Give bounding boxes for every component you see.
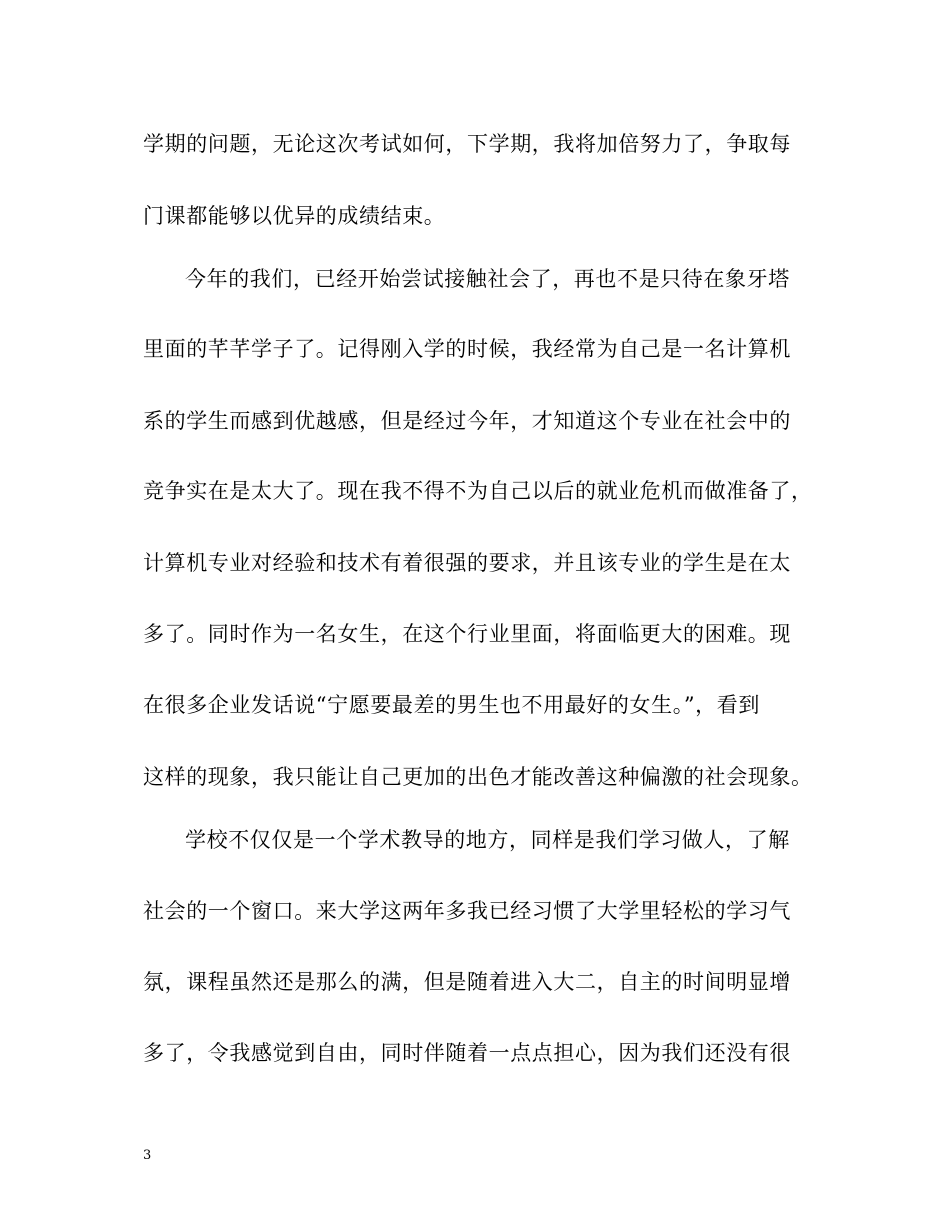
text-line: 学期的问题，无论这次考试如何，下学期，我将加倍努力了，争取每 (143, 132, 791, 156)
text-line: 里面的芊芊学子了。记得刚入学的时候，我经常为自己是一名计算机 (143, 337, 791, 361)
text-line: 计算机专业对经验和技术有着很强的要求，并且该专业的学生是在太 (143, 551, 791, 575)
page-number: 3 (143, 1148, 152, 1163)
text-line: 这样的现象，我只能让自己更加的出色才能改善这种偏激的社会现象。 (143, 765, 813, 789)
text-line: 多了，令我感觉到自由，同时伴随着一点点担心，因为我们还没有很 (143, 1041, 791, 1065)
paragraph-start-line: 今年的我们，已经开始尝试接触社会了，再也不是只待在象牙塔 (185, 267, 790, 291)
paragraph-start-line: 学校不仅仅是一个学术教导的地方，同样是我们学习做人，了解 (185, 828, 790, 852)
text-line: 多了。同时作为一名女生，在这个行业里面，将面临更大的困难。现 (143, 622, 791, 646)
text-line: 氛，课程虽然还是那么的满，但是随着进入大二，自主的时间明显增 (143, 970, 791, 994)
text-line: 在很多企业发话说“宁愿要最差的男生也不用最好的女生。”，看到 (143, 693, 760, 717)
text-line: 系的学生而感到优越感，但是经过今年，才知道这个专业在社会中的 (143, 409, 791, 433)
text-line: 社会的一个窗口。来大学这两年多我已经习惯了大学里轻松的学习气 (143, 899, 791, 923)
text-line: 竞争实在是太大了。现在我不得不为自己以后的就业危机而做准备了， (143, 479, 813, 503)
text-line: 门课都能够以优异的成绩结束。 (143, 204, 446, 228)
